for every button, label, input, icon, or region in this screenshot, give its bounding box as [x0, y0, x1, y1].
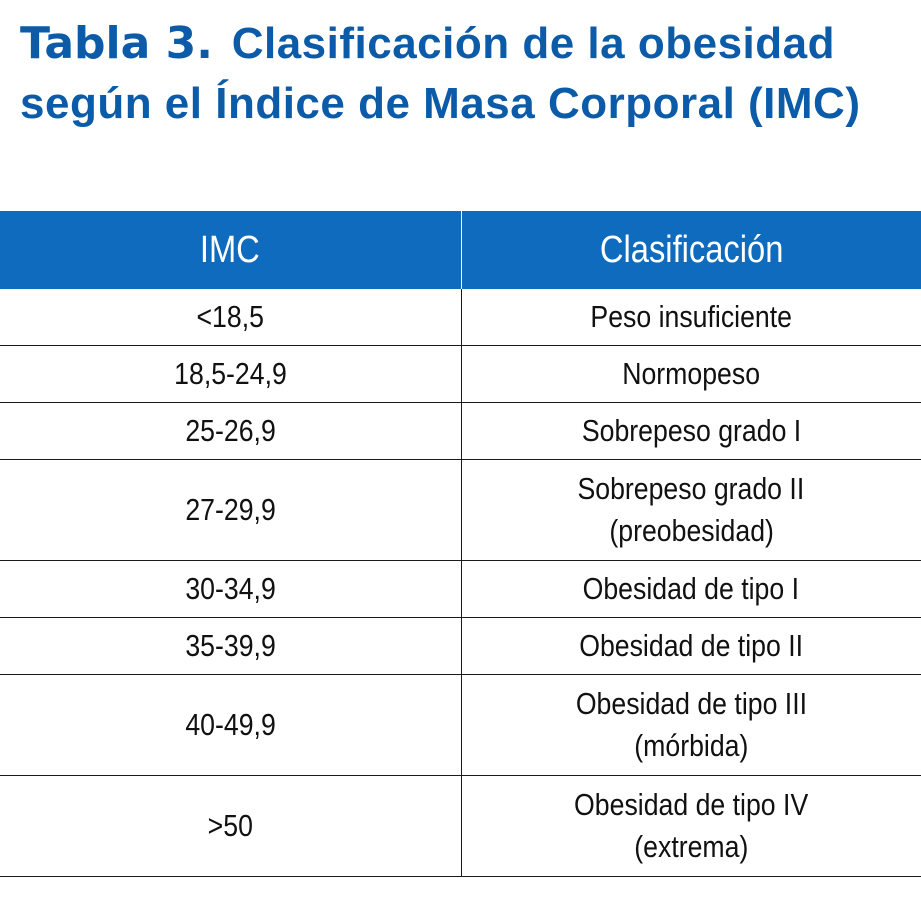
- table-row: [0, 289, 921, 346]
- table-row: [0, 618, 921, 675]
- table-row: [0, 776, 921, 877]
- imc-cell: 40-49,9: [0, 675, 461, 776]
- imc-cell: >50: [0, 776, 461, 877]
- imc-cell: 27-29,9: [0, 460, 461, 561]
- table-row: [0, 675, 921, 776]
- classification-cell: Peso insuficiente: [461, 289, 921, 346]
- classification-cell: Obesidad de tipo IV (extrema): [461, 776, 921, 877]
- bmi-classification-table: [0, 211, 921, 877]
- classification-cell: Sobrepeso grado II (preobesidad): [461, 460, 921, 561]
- table-row: [0, 346, 921, 403]
- imc-cell: 25-26,9: [0, 403, 461, 460]
- classification-cell: Obesidad de tipo I: [461, 561, 921, 618]
- table-row: [0, 460, 921, 561]
- classification-cell: Obesidad de tipo III (mórbida): [461, 675, 921, 776]
- column-header-imc: IMC: [0, 211, 461, 289]
- imc-cell: 30-34,9: [0, 561, 461, 618]
- table-row: [0, 403, 921, 460]
- table-row: [0, 561, 921, 618]
- classification-cell: Obesidad de tipo II: [461, 618, 921, 675]
- table-number-label: Tabla 3.: [20, 18, 213, 69]
- table-header-row: [0, 211, 921, 289]
- imc-cell: 35-39,9: [0, 618, 461, 675]
- imc-cell: 18,5-24,9: [0, 346, 461, 403]
- classification-cell: Normopeso: [461, 346, 921, 403]
- imc-cell: <18,5: [0, 289, 461, 346]
- table-title-text: Clasificación de la obesidad según el Índice de Masa Corporal (IMC): [20, 19, 861, 128]
- column-header-clasificacion: Clasificación: [461, 211, 921, 289]
- classification-cell: Sobrepeso grado I: [461, 403, 921, 460]
- table-title: [20, 14, 910, 134]
